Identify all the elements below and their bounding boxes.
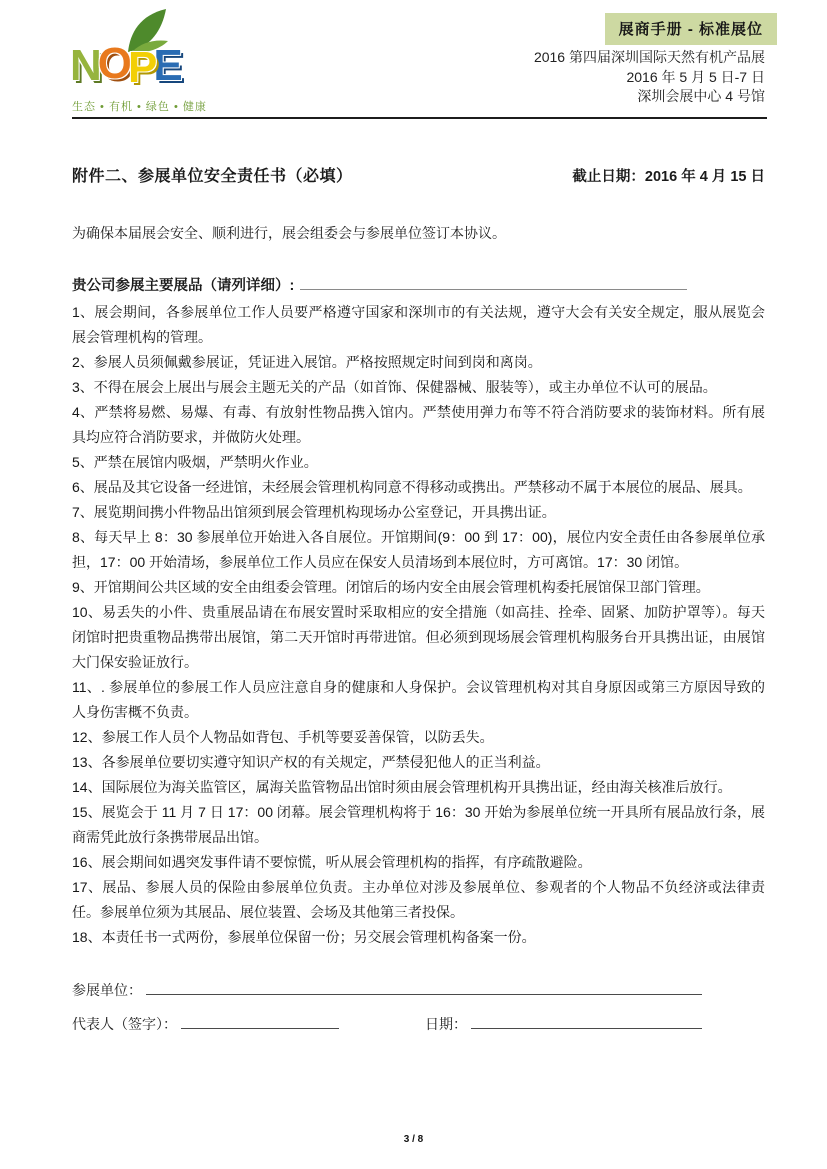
rule-item: 14、国际展位为海关监管区，属海关监管物品出馆时须由展会管理机构开具携出证，经由海关核准后放行。 bbox=[72, 779, 732, 795]
rule-item: 11、. 参展单位的参展工作人员应注意自身的健康和人身保护。会议管理机构对其自身原因或第三方原因导致的人身伤害概不负责。 bbox=[72, 679, 765, 720]
expo-dates: 2016 年 5 月 5 日-7 日 bbox=[626, 68, 765, 85]
representative-blank-line bbox=[181, 1014, 339, 1029]
rule-item: 6、展品及其它设备一经进馆，未经展会管理机构同意不得移动或携出。严禁移动不属于本展位的展品、展具。 bbox=[72, 479, 752, 495]
document-body bbox=[72, 163, 765, 1034]
logo-letter-e: E bbox=[153, 41, 179, 90]
logo-word bbox=[70, 39, 179, 92]
signature-section bbox=[72, 980, 702, 1034]
deadline: 截止日期：2016 年 4 月 15 日 bbox=[572, 169, 765, 185]
header-divider bbox=[72, 117, 767, 119]
rule-item: 3、不得在展会上展出与展会主题无关的产品（如首饰、保健器械、服装等），或主办单位不认可的展品。 bbox=[72, 379, 717, 395]
logo-tagline: 生态 • 有机 • 绿色 • 健康 bbox=[72, 101, 207, 113]
logo-letter-o: O bbox=[97, 39, 129, 88]
rule-item: 5、严禁在展馆内吸烟，严禁明火作业。 bbox=[72, 454, 318, 470]
rule-item: 7、展览期间携小件物品出馆须到展会管理机构现场办公室登记，开具携出证。 bbox=[72, 504, 556, 520]
rules-list bbox=[72, 300, 765, 950]
title-row bbox=[72, 163, 765, 186]
company-label: 参展单位： bbox=[72, 982, 142, 998]
nope-logo bbox=[70, 4, 220, 116]
rule-item: 16、展会期间如遇突发事件请不要惊慌，听从展会管理机构的指挥，有序疏散避险。 bbox=[72, 854, 592, 870]
date-blank-line bbox=[471, 1014, 702, 1029]
rule-item: 2、参展人员须佩戴参展证，凭证进入展馆。严格按照规定时间到岗和离岗。 bbox=[72, 354, 542, 370]
logo-letter-p: P bbox=[128, 43, 154, 92]
rule-item: 4、严禁将易燃、易爆、有毒、有放射性物品携入馆内。严禁使用弹力布等不符合消防要求的装饰材料。所有展具均应符合消防要求，并做防火处理。 bbox=[72, 404, 765, 445]
rule-item: 18、本责任书一式两份，参展单位保留一份；另交展会管理机构备案一份。 bbox=[72, 929, 536, 945]
expo-info bbox=[534, 48, 765, 107]
rule-item: 17、展品、参展人员的保险由参展单位负责。主办单位对涉及参展单位、参观者的个人物品不负经济或法律责任。参展单位须为其展品、展位装置、会场及其他第三者投保。 bbox=[72, 879, 765, 920]
intro-text: 为确保本届展会安全、顺利进行，展会组委会与参展单位签订本协议。 bbox=[72, 225, 506, 241]
rule-item: 9、开馆期间公共区域的安全由组委会管理。闭馆后的场内安全由展会管理机构委托展馆保卫部门管理。 bbox=[72, 579, 710, 595]
page-number: 3 / 8 bbox=[403, 1134, 424, 1145]
company-signature-row bbox=[72, 980, 702, 1000]
rule-item: 15、展览会于 11 月 7 日 17：00 闭幕。展会管理机构将于 16：30 开始为参展单位统一开具所有展品放行条，展商需凭此放行条携带展品出馆。 bbox=[72, 804, 765, 845]
exhibits-label: 贵公司参展主要展品（请列详细）: bbox=[72, 278, 295, 294]
rule-item: 13、各参展单位要切实遵守知识产权的有关规定，严禁侵犯他人的正当利益。 bbox=[72, 754, 550, 770]
expo-venue: 深圳会展中心 4 号馆 bbox=[637, 88, 765, 104]
expo-name: 2016 第四届深圳国际天然有机产品展 bbox=[533, 49, 765, 65]
representative-label: 代表人（签字）： bbox=[72, 1016, 177, 1032]
exhibits-blank-line bbox=[300, 276, 687, 290]
date-label: 日期： bbox=[425, 1016, 467, 1032]
exhibits-row bbox=[72, 274, 765, 295]
logo-letter-n: N bbox=[70, 41, 98, 90]
rule-item: 10、易丢失的小件、贵重展品请在布展安置时采取相应的安全措施（如高挂、拴牵、固紧、加防护罩等）。每天闭馆时把贵重物品携带出展馆，第二天开馆时再带进馆。但必须到现场展会管理机构服务台开具携出证，由展馆大门保安验证放行。 bbox=[72, 604, 765, 670]
rule-item: 1、展会期间，各参展单位工作人员要严格遵守国家和深圳市的有关法规，遵守大会有关安全规定，服从展览会展会管理机构的管理。 bbox=[72, 304, 765, 345]
rule-item: 12、参展工作人员个人物品如背包、手机等要妥善保管，以防丢失。 bbox=[72, 729, 494, 745]
rule-item: 8、每天早上 8：30 参展单位开始进入各自展位。开馆期间(9：00 到 17：00)，展位内安全责任由各参展单位承担，17：00 开始清场，参展单位工作人员应在保安人员清场到本展位时，方可离馆。17：30 闭馆。 bbox=[72, 529, 765, 570]
document-title: 附件二、参展单位安全责任书（必填） bbox=[72, 168, 353, 185]
company-blank-line bbox=[146, 980, 702, 995]
representative-date-row bbox=[72, 1014, 702, 1034]
handbook-badge: 展商手册 - 标准展位 bbox=[605, 13, 777, 45]
